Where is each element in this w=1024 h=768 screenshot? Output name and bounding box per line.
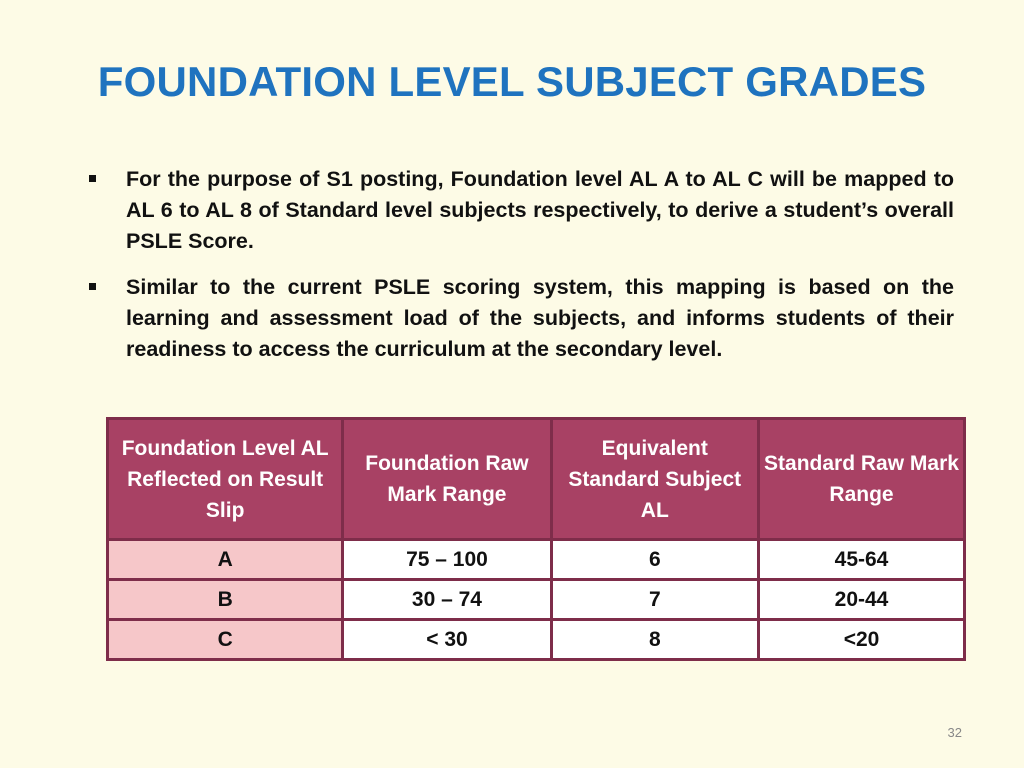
- square-bullet-icon: [89, 283, 96, 290]
- table-row: [108, 620, 965, 660]
- bullet-list: [86, 164, 954, 380]
- square-bullet-icon: [89, 175, 96, 182]
- table-cell: B: [108, 580, 343, 620]
- grade-mapping-table: [106, 417, 966, 661]
- table-cell: 7: [551, 580, 758, 620]
- bullet-text: Similar to the current PSLE scoring system, this mapping is based on the learning and assessment load of the subjects, and informs students of their readiness to access the curriculum at the secondary level.: [126, 275, 954, 361]
- table-row: [108, 540, 965, 580]
- header-foundation-al: Foundation Level AL Reflected on Result Slip: [108, 419, 343, 540]
- table-header-row: [108, 419, 965, 540]
- table-cell: 45-64: [759, 540, 965, 580]
- header-foundation-raw-mark: Foundation Raw Mark Range: [343, 419, 551, 540]
- table-cell: 75 – 100: [343, 540, 551, 580]
- table-cell: A: [108, 540, 343, 580]
- page-number: 32: [947, 725, 962, 740]
- table-cell: C: [108, 620, 343, 660]
- table-cell: 6: [551, 540, 758, 580]
- header-standard-raw-mark: Standard Raw Mark Range: [759, 419, 965, 540]
- table-cell: 30 – 74: [343, 580, 551, 620]
- table-cell: <20: [759, 620, 965, 660]
- slide-title: FOUNDATION LEVEL SUBJECT GRADES: [97, 58, 927, 105]
- table-cell: 20-44: [759, 580, 965, 620]
- table-cell: < 30: [343, 620, 551, 660]
- table-row: [108, 580, 965, 620]
- bullet-item: [86, 164, 954, 257]
- header-equivalent-standard-al: Equivalent Standard Subject AL: [551, 419, 758, 540]
- bullet-text: For the purpose of S1 posting, Foundation level AL A to AL C will be mapped to AL 6 to AL 8 of Standard level subjects respectively, to derive a student’s overall PSLE Score.: [126, 167, 954, 253]
- bullet-item: [86, 272, 954, 365]
- table-cell: 8: [551, 620, 758, 660]
